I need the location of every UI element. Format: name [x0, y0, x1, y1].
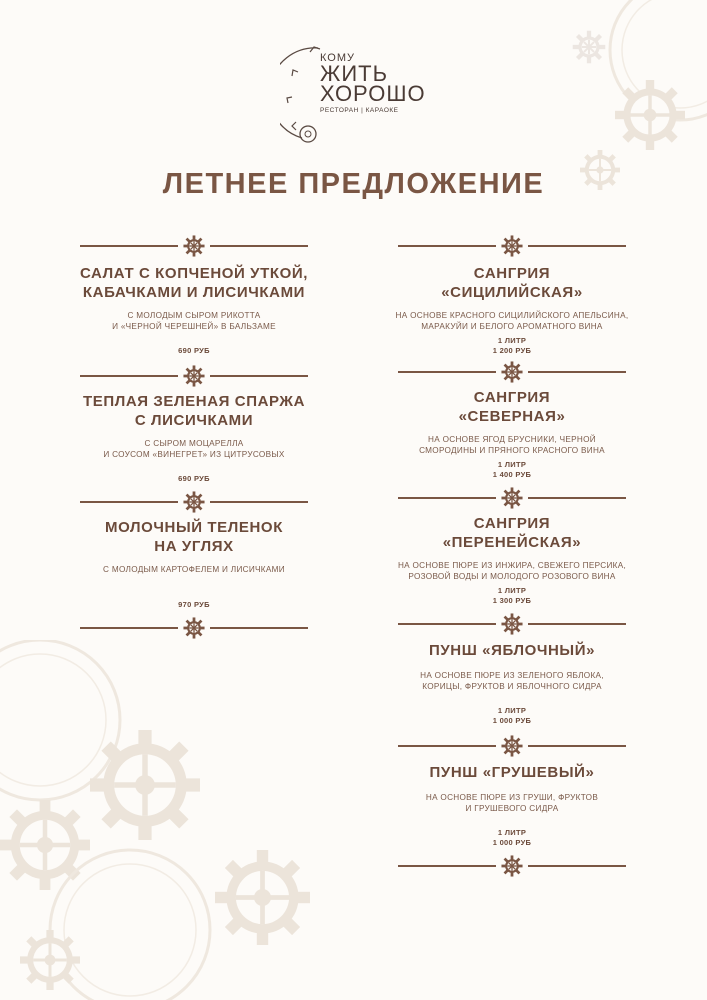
item-price: 690 РУБ [178, 474, 210, 483]
item-description: НА ОСНОВЕ КРАСНОГО СИЦИЛИЙСКОГО АПЕЛЬСИНА, [395, 311, 629, 320]
item-name: САНГРИЯ [473, 265, 551, 282]
logo-line-3: ХОРОШО [320, 81, 426, 106]
item-name: «СИЦИЛИЙСКАЯ» [441, 284, 583, 301]
item-volume: 1 ЛИТР [497, 586, 527, 595]
menu-item [382, 758, 642, 854]
ornament-divider [64, 490, 324, 514]
logo-line-2: ЖИТЬ [320, 61, 389, 86]
page-title: ЛЕТНЕЕ ПРЕДЛОЖЕНИЕ [162, 168, 545, 200]
item-name: САНГРИЯ [473, 389, 551, 406]
menu-item [382, 258, 642, 360]
item-name: НА УГЛЯХ [154, 538, 234, 555]
item-description: НА ОСНОВЕ ЯГОД БРУСНИКИ, ЧЕРНОЙ [428, 435, 596, 444]
ornament-divider [382, 734, 642, 758]
drinks-menu-column [382, 234, 642, 878]
item-price: 1 000 РУБ [492, 838, 532, 847]
gear-icon [501, 487, 523, 509]
restaurant-logo [280, 42, 440, 152]
logo-line-1: КОМУ [320, 52, 355, 64]
gear-icon [501, 235, 523, 257]
item-volume: 1 ЛИТР [497, 460, 527, 469]
food-menu-column [64, 234, 324, 640]
ornament-divider [64, 364, 324, 388]
item-name: ТЕПЛАЯ ЗЕЛЕНАЯ СПАРЖА [82, 393, 306, 410]
item-description: И СОУСОМ «ВИНЕГРЕТ» ИЗ ЦИТРУСОВЫХ [103, 450, 285, 459]
item-name: САНГРИЯ [473, 515, 551, 532]
item-description: КОРИЦЫ, ФРУКТОВ И ЯБЛОЧНОГО СИДРА [422, 682, 602, 691]
gear-icon [501, 735, 523, 757]
menu-item [382, 510, 642, 612]
item-description: НА ОСНОВЕ ПЮРЕ ИЗ ГРУШИ, ФРУКТОВ [425, 793, 599, 802]
menu-item [382, 384, 642, 486]
ornament-divider [382, 234, 642, 258]
gear-decoration-top-right [560, 0, 707, 240]
logo-tagline: РЕСТОРАН | КАРАОКЕ [320, 107, 399, 114]
item-name: «ПЕРЕНЕЙСКАЯ» [442, 534, 582, 551]
gear-icon [501, 855, 523, 877]
item-name: КАБАЧКАМИ И ЛИСИЧКАМИ [82, 284, 306, 301]
menu-item [64, 388, 324, 490]
item-description: НА ОСНОВЕ ПЮРЕ ИЗ ИНЖИРА, СВЕЖЕГО ПЕРСИКА, [397, 561, 627, 570]
item-name: ПУНШ «ГРУШЕВЫЙ» [429, 764, 595, 781]
item-description: МАРАКУЙИ И БЕЛОГО АРОМАТНОГО ВИНА [421, 322, 603, 331]
gear-icon [183, 235, 205, 257]
gear-icon [183, 617, 205, 639]
ornament-divider [64, 234, 324, 258]
item-name: САЛАТ С КОПЧЕНОЙ УТКОЙ, [79, 265, 309, 282]
item-description: И ГРУШЕВОГО СИДРА [465, 804, 559, 813]
item-name: МОЛОЧНЫЙ ТЕЛЕНОК [105, 519, 283, 536]
item-description: И «ЧЕРНОЙ ЧЕРЕШНЕЙ» В БАЛЬЗАМЕ [112, 322, 276, 331]
item-name: С ЛИСИЧКАМИ [134, 412, 254, 429]
gear-icon [501, 613, 523, 635]
ornament-divider [382, 360, 642, 384]
item-price: 1 200 РУБ [492, 346, 532, 355]
ornament-divider [382, 486, 642, 510]
ornament-divider [382, 854, 642, 878]
gear-decoration-bottom-left [0, 640, 320, 1000]
menu-item [64, 514, 324, 616]
item-description: РОЗОВОЙ ВОДЫ И МОЛОДОГО РОЗОВОГО ВИНА [408, 572, 616, 581]
item-volume: 1 ЛИТР [497, 706, 527, 715]
menu-item [382, 636, 642, 734]
item-volume: 1 ЛИТР [497, 336, 527, 345]
gear-icon [501, 361, 523, 383]
item-description: НА ОСНОВЕ ПЮРЕ ИЗ ЗЕЛЕНОГО ЯБЛОКА, [420, 671, 604, 680]
item-description: С МОЛОДЫМ СЫРОМ РИКОТТА [127, 311, 261, 320]
item-price: 1 300 РУБ [492, 596, 532, 605]
item-description: СМОРОДИНЫ И ПРЯНОГО КРАСНОГО ВИНА [419, 446, 605, 455]
ornament-divider [382, 612, 642, 636]
item-name: «СЕВЕРНАЯ» [458, 408, 566, 425]
gear-icon [183, 491, 205, 513]
item-description: С МОЛОДЫМ КАРТОФЕЛЕМ И ЛИСИЧКАМИ [103, 565, 285, 574]
ornament-divider [64, 616, 324, 640]
item-description: С СЫРОМ МОЦАРЕЛЛА [144, 439, 244, 448]
item-price: 690 РУБ [178, 346, 210, 355]
gear-icon [183, 365, 205, 387]
item-volume: 1 ЛИТР [497, 828, 527, 837]
item-price: 1 000 РУБ [492, 716, 532, 725]
menu-item [64, 258, 324, 364]
item-name: ПУНШ «ЯБЛОЧНЫЙ» [428, 642, 596, 659]
item-price: 1 400 РУБ [492, 470, 532, 479]
item-price: 970 РУБ [178, 600, 210, 609]
